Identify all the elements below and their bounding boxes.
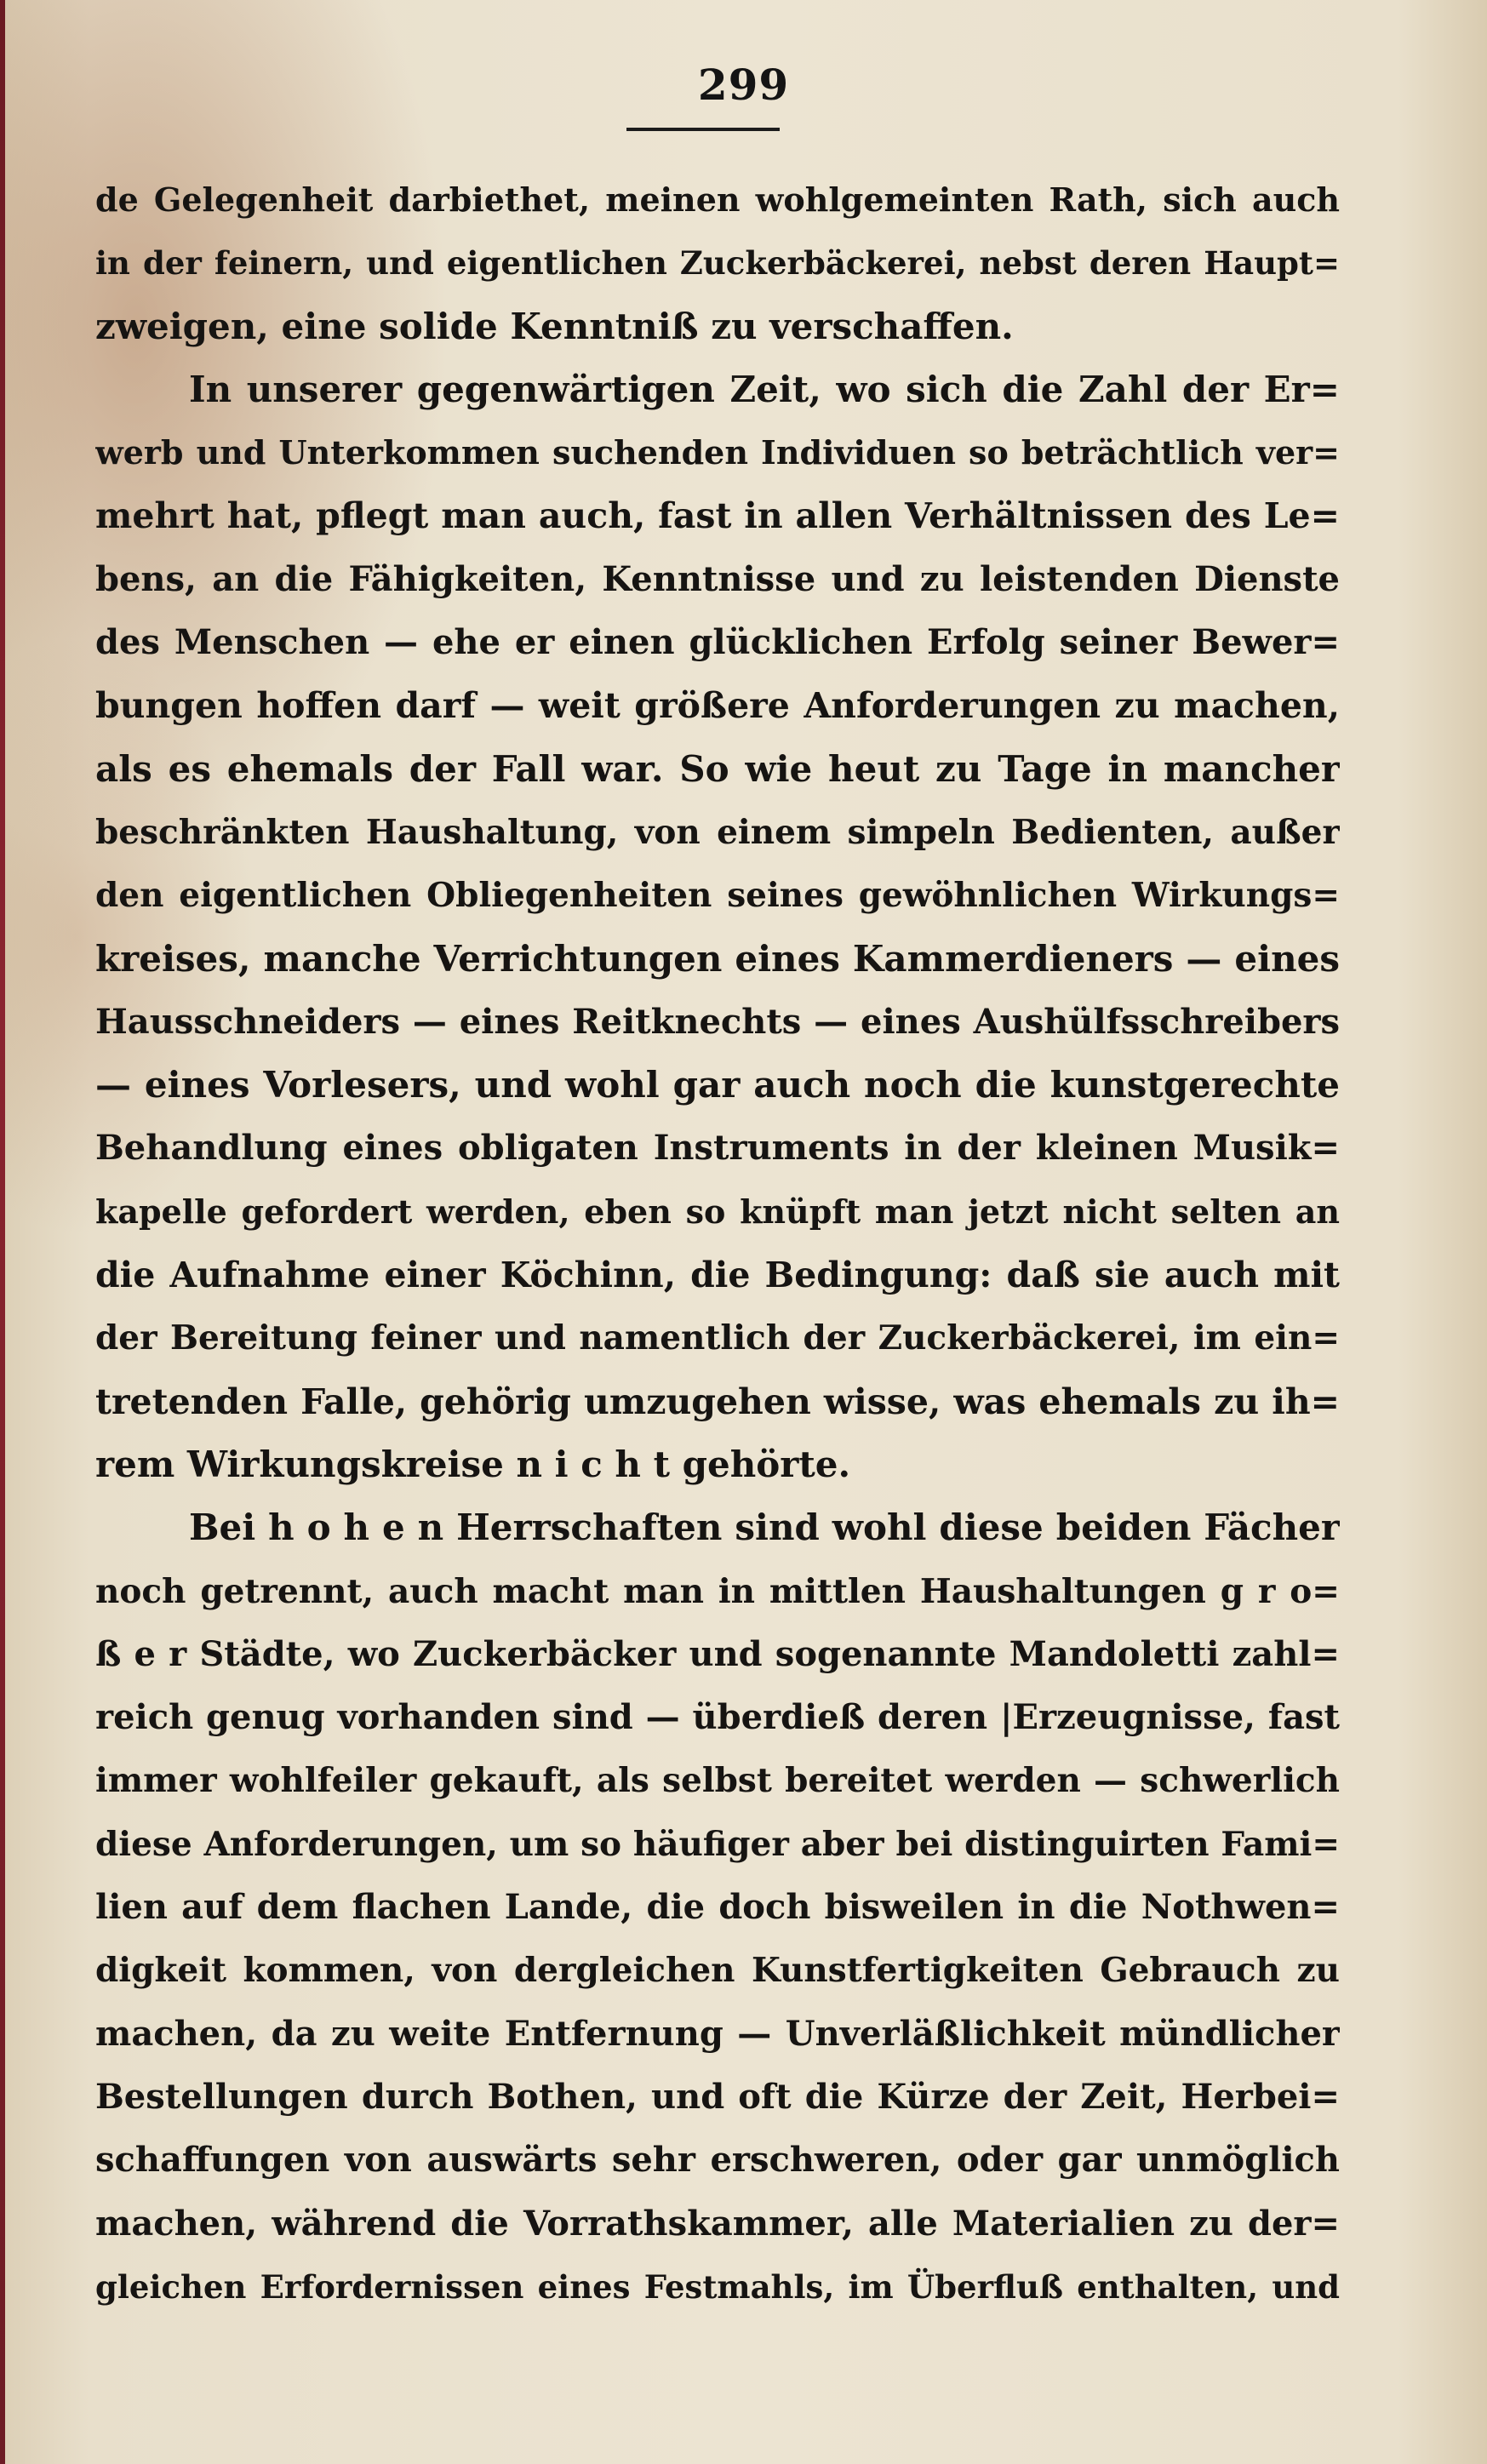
text-line: lien auf dem flachen Lande, die doch bisweilen in die Nothwen= [95,1887,1340,1928]
text-line: die Aufnahme einer Köchinn, die Bedingung: daß sie auch mit [95,1255,1340,1296]
body-text [95,169,1340,2318]
text-line: Bestellungen durch Bothen, und oft die Kürze der Zeit, Herbei= [95,2076,1340,2117]
text-line: den eigentlichen Obliegenheiten seines gewöhnlichen Wirkungs= [95,876,1340,916]
text-line: machen, da zu weite Entfernung — Unverläßlichkeit mündlicher [95,2013,1340,2054]
text-line: rem Wirkungskreise n i c h t gehörte. [95,1443,851,1485]
text-line: zweigen, eine solide Kenntniß zu verschaffen. [95,305,1014,347]
text-line: Bei h o h e n Herrschaften sind wohl diese beiden Fächer [189,1506,1340,1549]
text-line: kapelle gefordert werden, eben so knüpft man jetzt nicht selten an [95,1192,1340,1231]
text-line: diese Anforderungen, um so häufiger aber bei distinguirten Fami= [95,1824,1340,1864]
page-edge [0,0,5,2464]
text-line: werb und Unterkommen suchenden Individuen so beträchtlich ver= [95,433,1340,472]
text-line: der Bereitung feiner und namentlich der Zuckerbäckerei, im ein= [95,1318,1340,1358]
text-line: kreises, manche Verrichtungen eines Kammerdieners — eines [95,937,1340,980]
text-line: reich genug vorhanden sind — überdieß deren |Erzeugnisse, fast [95,1697,1340,1738]
page-number: 299 [697,60,790,110]
text-line: noch getrennt, auch macht man in mittlen Haushaltungen g r o= [95,1571,1340,1611]
text-line: tretenden Falle, gehörig umzugehen wisse, was ehemals zu ih= [95,1381,1340,1422]
text-line: machen, während die Vorrathskammer, alle Materialien zu der= [95,2203,1340,2244]
text-line: gleichen Erfordernissen eines Festmahls, im Überfluß enthalten, und [95,2267,1340,2306]
text-line: — eines Vorlesers, und wohl gar auch noch die kunstgerechte [95,1064,1340,1106]
text-line: mehrt hat, pflegt man auch, fast in allen Verhältnissen des Le= [95,495,1340,537]
text-line: ß e r Städte, wo Zuckerbäcker und sogenannte Mandoletti zahl= [95,1633,1340,1674]
text-line: de Gelegenheit darbiethet, meinen wohlgemeinten Rath, sich auch [95,180,1340,219]
text-line: in der feinern, und eigentlichen Zuckerbäckerei, nebst deren Haupt= [95,244,1340,283]
text-line: beschränkten Haushaltung, von einem simpeln Bedienten, außer [95,812,1340,852]
text-line: Hausschneiders — eines Reitknechts — eines Aushülfsschreibers [95,1001,1340,1042]
text-line: immer wohlfeiler gekauft, als selbst bereitet werden — schwerlich [95,1761,1340,1801]
text-line: bungen hoffen darf — weit größere Anforderungen zu machen, [95,685,1340,727]
text-line: des Menschen — ehe er einen glücklichen Erfolg seiner Bewer= [95,622,1340,663]
header-rule [626,128,780,131]
text-line: schaffungen von auswärts sehr erschweren, oder gar unmöglich [95,2140,1340,2181]
text-line: Behandlung eines obligaten Instruments in der kleinen Musik= [95,1128,1340,1169]
text-line: digkeit kommen, von dergleichen Kunstfertigkeiten Gebrauch zu [95,1951,1340,1991]
text-line: In unserer gegenwärtigen Zeit, wo sich die Zahl der Er= [189,368,1340,410]
text-line: als es ehemals der Fall war. So wie heut zu Tage in mancher [95,747,1340,790]
text-line: bens, an die Fähigkeiten, Kenntnisse und zu leistenden Dienste [95,558,1340,599]
